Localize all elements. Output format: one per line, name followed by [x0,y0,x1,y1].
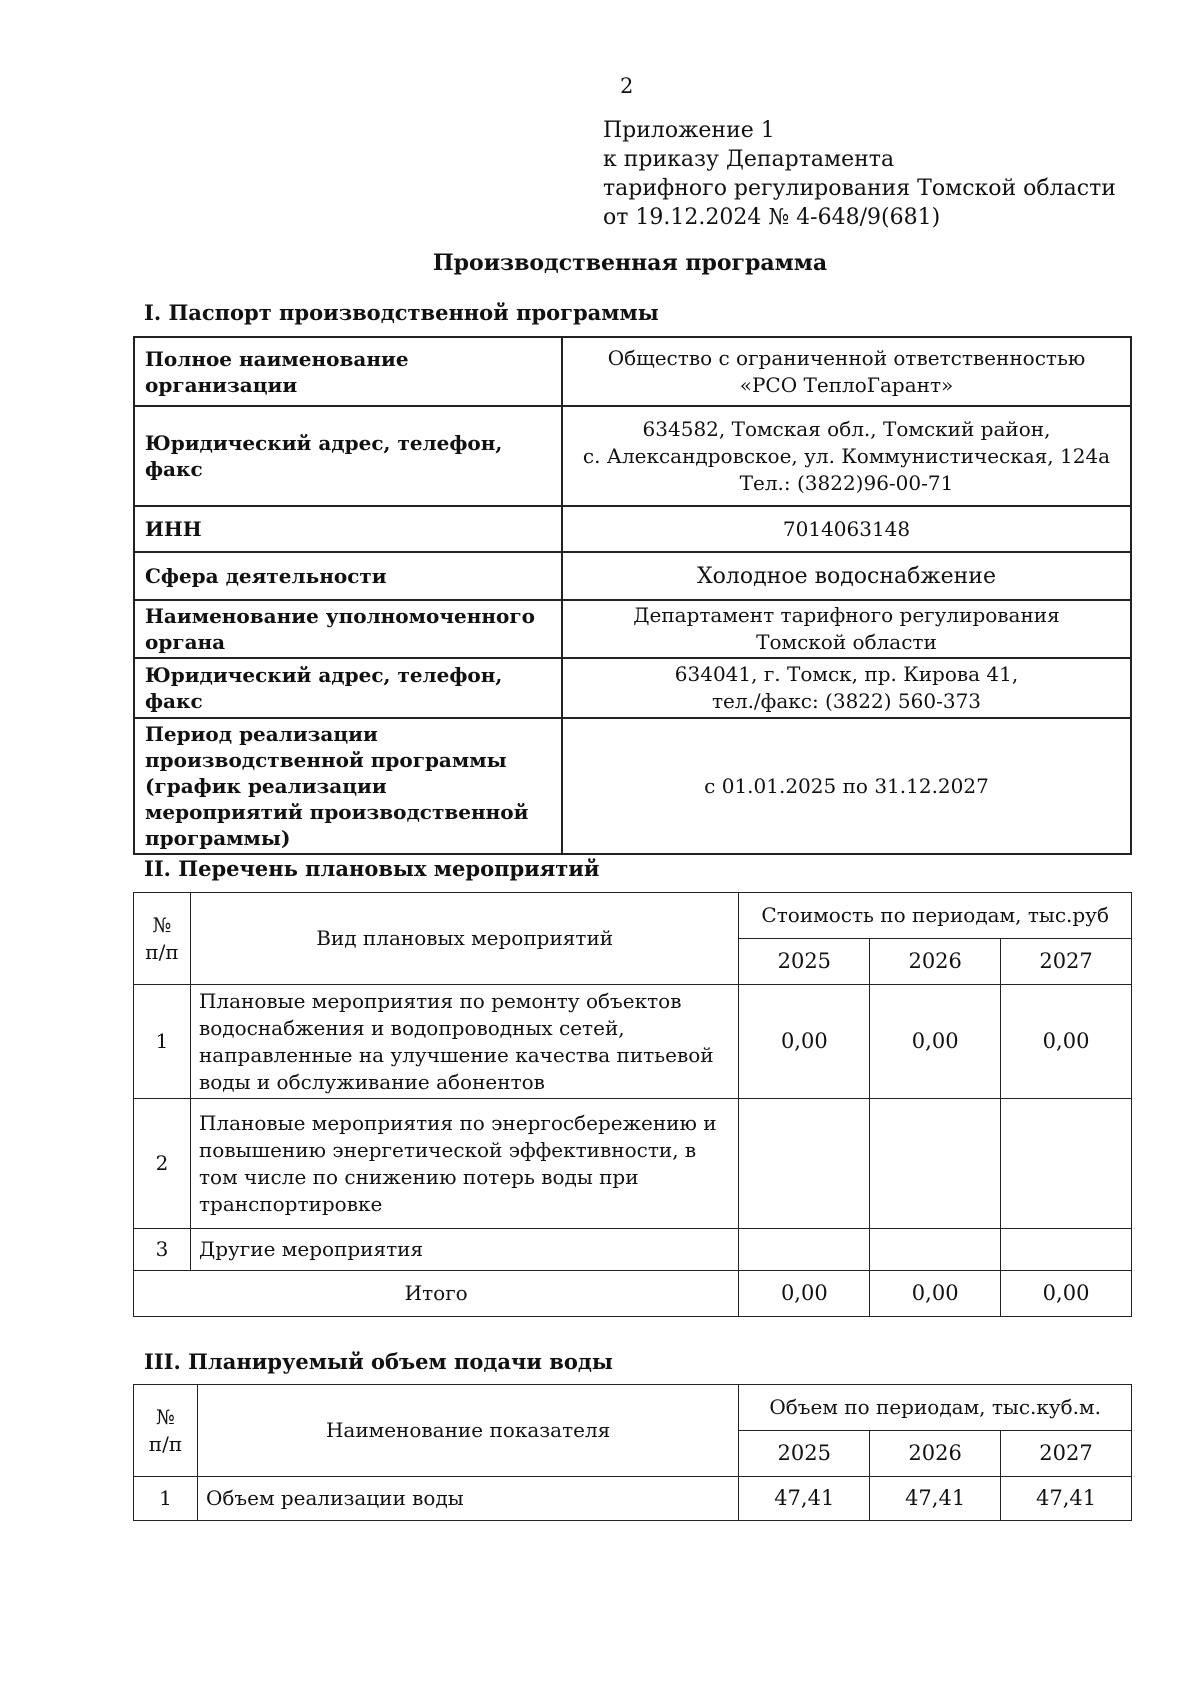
value-line: тел./факс: (3822) 560-373 [711,689,982,713]
header-volume: Объем по периодам, тыс.куб.м. [739,1385,1132,1431]
row-num: 1 [134,985,191,1099]
page-number: 2 [620,74,634,98]
row-value: 47,41 [870,1477,1001,1521]
section-heading: III. Планируемый объем подачи воды [144,1349,613,1374]
value-line: Общество с ограниченной ответственностью [607,345,1086,370]
row-value [562,600,1131,658]
appendix-line: тарифного регулирования Томской области [603,176,1116,201]
value-line: 7014063148 [782,516,911,541]
header-name: Наименование показателя [197,1385,738,1477]
row-value [562,506,1131,552]
row-num: 2 [134,1099,191,1229]
row-label: Период реализации производственной программы (график реализации мероприятий производственной программы) [134,718,562,854]
row-label: Сфера деятельности [134,552,562,600]
total-value: 0,00 [1001,1271,1132,1317]
appendix-line: к приказу Департамента [603,147,895,172]
row-value [1001,1099,1132,1229]
value-line: Холодное водоснабжение [697,563,996,589]
row-value [1001,1229,1132,1271]
header-year: 2026 [870,1431,1001,1477]
header-name: Вид плановых мероприятий [190,893,738,985]
table-header-row [134,893,1132,939]
water-volume-table [133,1384,1132,1521]
header-year: 2026 [870,939,1001,985]
table-row [134,985,1132,1099]
row-value: 0,00 [1001,985,1132,1099]
table-row [134,718,1131,854]
row-value [870,1099,1001,1229]
header-year: 2025 [739,1431,870,1477]
value-line: Томской области [756,630,937,654]
table-row [134,658,1131,718]
header-cost: Стоимость по периодам, тыс.руб [739,893,1132,939]
row-value [739,1229,870,1271]
appendix-line: Приложение 1 [603,118,775,143]
table-row [134,552,1131,600]
appendix-line: от 19.12.2024 № 4-648/9(681) [603,205,941,230]
section-heading: I. Паспорт производственной программы [144,300,659,325]
table-header-row [134,1385,1132,1431]
value-line: 634582, Томская обл., Томский район, [642,416,1051,441]
table-row [134,1477,1132,1521]
row-value: 0,00 [870,985,1001,1099]
header-year: 2027 [1001,939,1132,985]
row-value [562,337,1131,406]
row-name: Плановые мероприятия по ремонту объектов водоснабжения и водопроводных сетей, направленные на улучшение качества питьевой воды и обслуживание абонентов [190,985,738,1099]
value-line: с. Александровское, ул. Коммунистическая, 124а [582,443,1111,468]
row-num: 1 [134,1477,198,1521]
total-value: 0,00 [739,1271,870,1317]
row-value: 0,00 [739,985,870,1099]
row-label: Наименование уполномоченного органа [134,600,562,658]
planned-activities-table [133,892,1132,1317]
passport-table [133,336,1132,855]
row-value [562,658,1131,718]
total-label: Итого [134,1271,739,1317]
table-row [134,1229,1132,1271]
row-value [870,1229,1001,1271]
row-value: 47,41 [1001,1477,1132,1521]
section-heading: II. Перечень плановых мероприятий [144,856,600,881]
header-num: № п/п [134,893,191,985]
value-line: с 01.01.2025 по 31.12.2027 [704,773,989,798]
document-title: Производственная программа [432,250,828,276]
header-year: 2027 [1001,1431,1132,1477]
row-label: Юридический адрес, телефон, факс [134,406,562,506]
value-line: «РСО ТеплоГарант» [739,372,954,397]
row-label: Полное наименование организации [134,337,562,406]
value-line: 634041, г. Томск, пр. Кирова 41, [674,662,1019,686]
row-value [739,1099,870,1229]
table-row [134,337,1131,406]
row-name: Плановые мероприятия по энергосбережению и повышению энергетической эффективности, в том числе по снижению потерь воды при транспортировке [190,1099,738,1229]
total-value: 0,00 [870,1271,1001,1317]
row-label: Юридический адрес, телефон, факс [134,658,562,718]
row-label: ИНН [134,506,562,552]
header-num: № п/п [134,1385,198,1477]
row-value: 47,41 [739,1477,870,1521]
row-name: Объем реализации воды [197,1477,738,1521]
row-num: 3 [134,1229,191,1271]
table-total-row [134,1271,1132,1317]
row-value [562,552,1131,600]
table-row [134,600,1131,658]
row-value [562,406,1131,506]
row-name: Другие мероприятия [190,1229,738,1271]
header-year: 2025 [739,939,870,985]
appendix-header [603,116,1116,232]
row-value [562,718,1131,854]
table-row [134,506,1131,552]
value-line: Тел.: (3822)96-00-71 [739,470,954,495]
table-row [134,406,1131,506]
value-line: Департамент тарифного регулирования [633,603,1060,627]
table-row [134,1099,1132,1229]
